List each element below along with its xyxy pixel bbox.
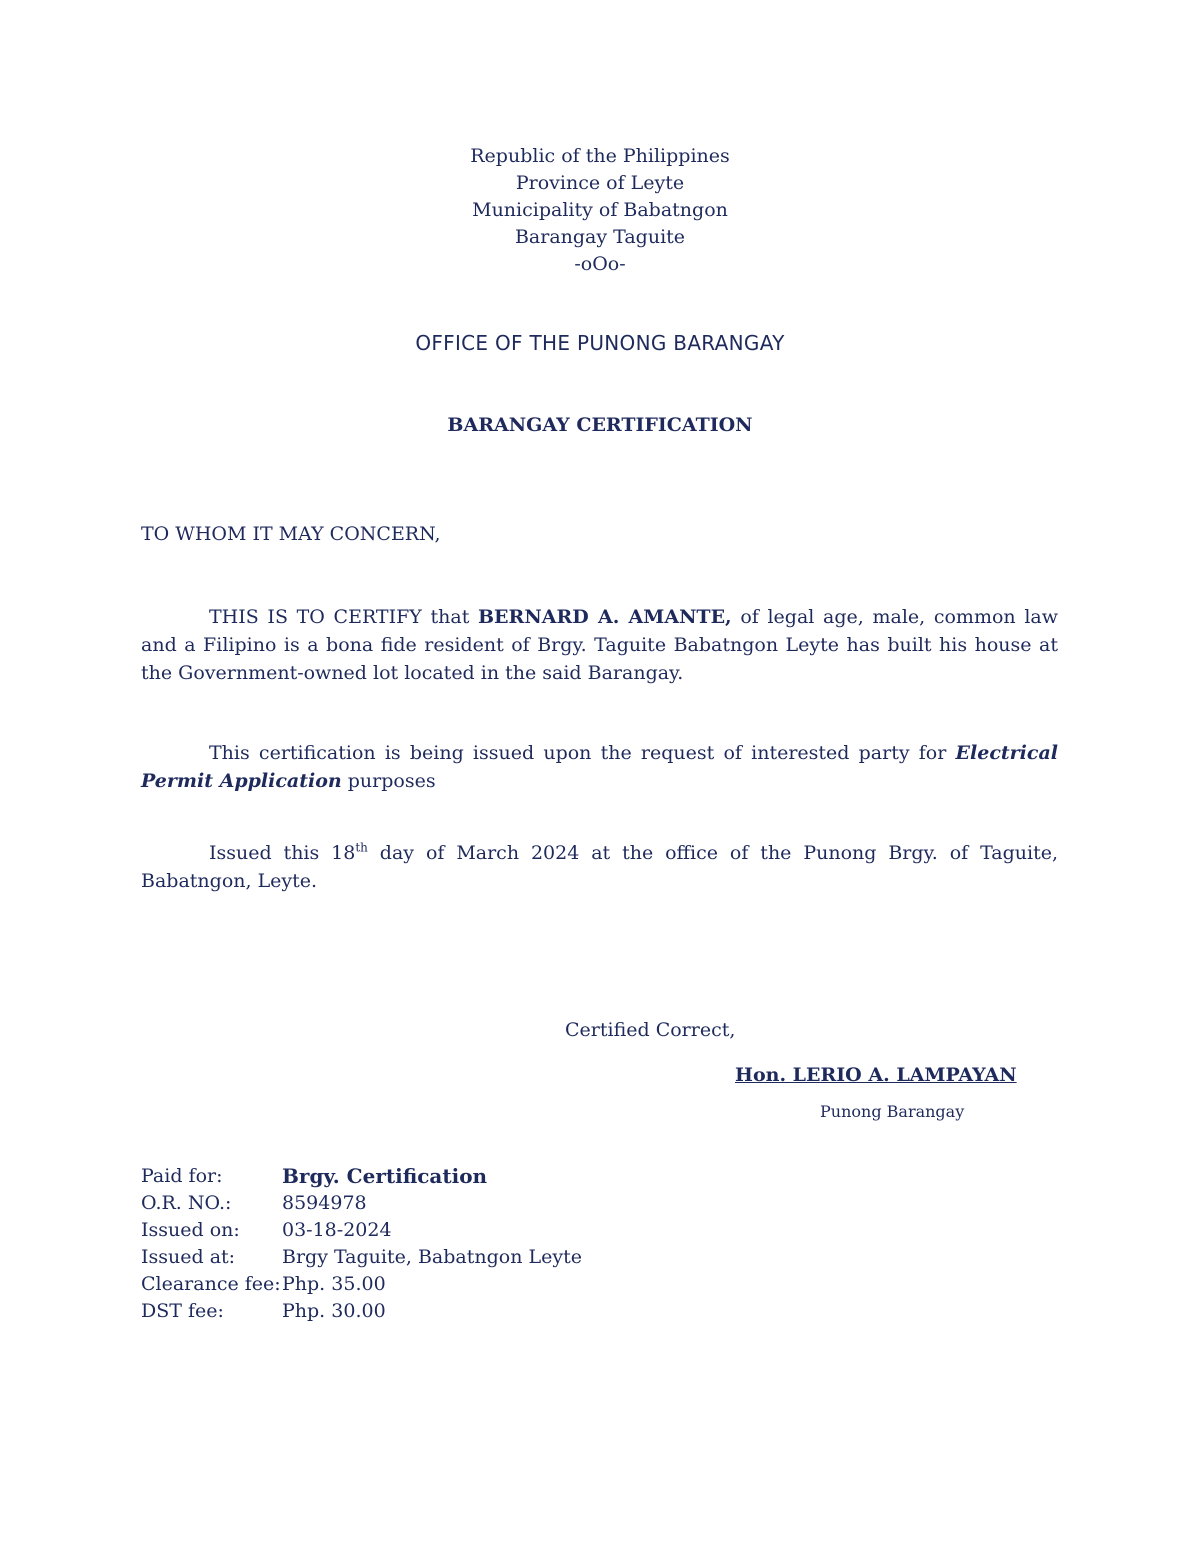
header-barangay: Barangay Taguite [514,226,686,248]
payment-details [141,1163,582,1325]
issued-ordinal: th [355,840,368,855]
payment-label: Paid for: [141,1165,223,1187]
issued-rest: day of March 2024 at the office of the Punong Brgy. of Taguite, Babatngon, Leyte. [141,842,1058,892]
payment-row [141,1217,582,1244]
certified-correct: Certified Correct, [565,1019,736,1041]
certification-title: BARANGAY CERTIFICATION [447,414,753,436]
header-province: Province of Leyte [515,172,685,194]
payment-row [141,1298,582,1325]
signatory-position: Punong Barangay [820,1102,965,1121]
payment-label: DST fee: [141,1300,224,1322]
payment-value: 03-18-2024 [282,1219,392,1241]
purpose-suffix: purposes [341,770,436,792]
payment-value: Brgy Taguite, Babatngon Leyte [282,1246,582,1268]
payment-row [141,1271,582,1298]
purpose-prefix: This certification is being issued upon the request of interested party for [209,742,956,764]
payment-value: Php. 35.00 [282,1273,386,1295]
certify-rest: of legal age, male, common law and a Filipino is a bona fide resident of Brgy. Taguite Babatngon Leyte has built his house at the Government-owned lot located in the said Barangay. [141,606,1058,684]
purpose-text: Electrical Permit Application [141,742,1058,792]
issued-prefix: Issued this 18 [209,842,356,864]
payment-row [141,1244,582,1271]
certify-paragraph [141,603,1058,687]
payment-label: Issued on: [141,1219,240,1241]
salutation: TO WHOM IT MAY CONCERN, [141,523,441,545]
payment-row [141,1163,582,1190]
payment-label: O.R. NO.: [141,1192,232,1214]
certify-prefix: THIS IS TO CERTIFY that [209,606,478,628]
payment-value: Php. 30.00 [282,1300,386,1322]
resident-name: BERNARD A. AMANTE, [478,606,732,628]
payment-row [141,1190,582,1217]
header-separator: -oOo- [574,253,626,275]
issued-paragraph [141,839,1058,895]
office-title: OFFICE OF THE PUNONG BARANGAY [415,331,785,355]
header-republic: Republic of the Philippines [470,145,730,167]
signatory-name: Hon. LERIO A. LAMPAYAN [735,1064,1017,1086]
payment-label: Clearance fee: [141,1273,281,1295]
payment-value: 8594978 [282,1192,367,1214]
payment-label: Issued at: [141,1246,236,1268]
document-header [0,143,1200,278]
payment-value: Brgy. Certification [282,1164,488,1188]
purpose-paragraph [141,739,1058,795]
header-municipality: Municipality of Babatngon [472,199,728,221]
